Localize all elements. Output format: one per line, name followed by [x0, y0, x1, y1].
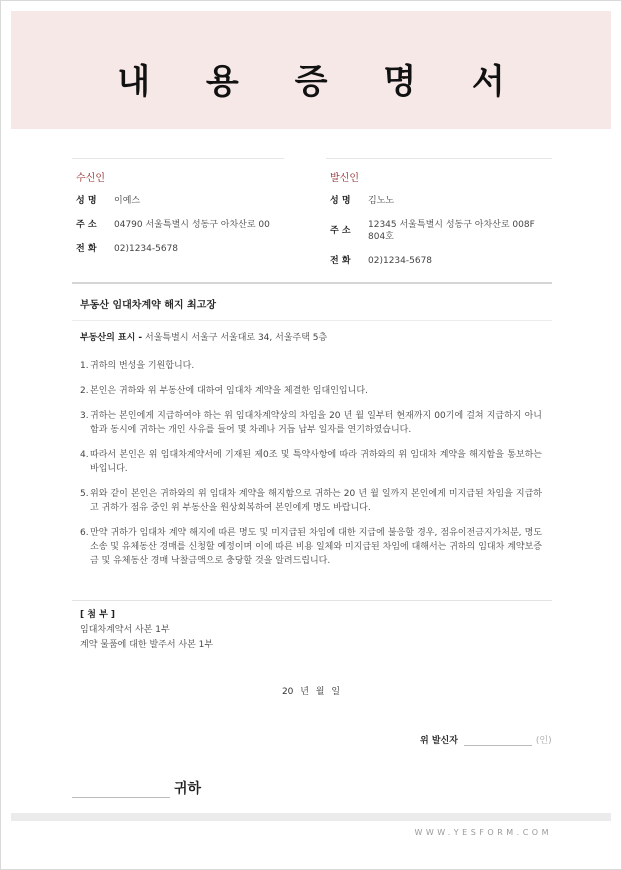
sender-phone-label: 전 화 — [330, 256, 351, 266]
item-number: 3. — [80, 411, 89, 421]
recipient-name: 이예스 — [114, 196, 141, 206]
subject-title: 부동산 임대차계약 해지 최고장 — [80, 300, 217, 311]
item-text: 따라서 본인은 위 임대차계약서에 기재된 제0조 및 특약사항에 따라 귀하와의 위 임대차 계약을 해지함을 통보하는 바입니다. — [90, 450, 542, 474]
notice-body — [80, 359, 542, 579]
signature-label: 위 발신자 — [420, 736, 458, 746]
signature-line[interactable] — [464, 734, 532, 746]
item-text: 본인은 귀하와 위 부동산에 대하여 임대차 계약을 체결한 임대인입니다. — [90, 386, 368, 396]
sender-signature — [420, 733, 552, 746]
recipient-address-label: 주 소 — [76, 220, 97, 230]
notice-item — [80, 487, 542, 515]
item-text: 위와 같이 본인은 귀하와의 위 임대차 계약을 해지함으로 귀하는 20 년 월 일까지 본인에게 미지급된 차임을 지급하고 귀하가 점유 중인 위 부동산을 원상회복하여 본인에게 명도 바랍니다. — [90, 489, 542, 513]
recipient-phone: 02)1234-5678 — [114, 244, 179, 254]
recipient-block — [72, 158, 284, 267]
document-title: 내 용 증 명 서 — [117, 61, 527, 102]
item-number: 1. — [80, 361, 89, 371]
section-divider — [72, 282, 552, 284]
recipient-name-label: 성 명 — [76, 196, 97, 206]
notice-item — [80, 359, 542, 373]
recipient-address: 04790 서울특별시 성동구 아차산로 00 — [114, 220, 270, 230]
item-text: 만약 귀하가 임대차 계약 해지에 따른 명도 및 미지급된 차임에 대한 지급에 불응할 경우, 점유이전금지가처분, 명도소송 및 유체동산 경매를 신청할 예정이며 이에 따른 비용 일체와 미지급된 차임에 대해서는 귀하의 임대차 계약보증금 및 유체동산 경매 낙찰금액으로 충당할 것을 알려드립니다. — [90, 528, 542, 566]
title-banner — [11, 11, 611, 129]
recipient-heading: 수신인 — [76, 173, 105, 184]
item-number: 5. — [80, 489, 89, 499]
item-text: 귀하의 번성을 기원합니다. — [90, 361, 195, 371]
sender-address: 12345 서울특별시 성동구 아차산로 008F 804호 — [368, 220, 535, 242]
property-line — [80, 330, 327, 343]
notice-item — [80, 384, 542, 398]
item-number: 2. — [80, 386, 89, 396]
seal-mark: (인) — [535, 736, 552, 746]
attachment-item: 계약 물품에 대한 발주서 사본 1부 — [80, 640, 214, 650]
recipient-name-row — [72, 195, 284, 207]
sender-address-label: 주 소 — [330, 226, 351, 236]
attachments-heading: [ 첨 부 ] — [80, 610, 116, 620]
sender-heading: 발신인 — [330, 173, 359, 184]
notice-item — [80, 409, 542, 437]
notice-item — [80, 448, 542, 476]
recipient-phone-row — [72, 243, 284, 255]
item-text: 귀하는 본인에게 지급하여야 하는 위 임대차계약상의 차임을 20 년 월 일부터 현재까지 00기에 걸쳐 지급하지 아니함과 동시에 귀하는 개인 사유를 들어 몇 차례나 거듭 납부 일자를 연기하였습니다. — [90, 411, 542, 435]
sender-address-row — [326, 219, 552, 243]
sender-block — [326, 158, 552, 279]
addressee-line — [72, 778, 201, 798]
sender-top-rule — [326, 158, 552, 159]
notice-item — [80, 526, 542, 568]
attachment-item: 임대차계약서 사본 1부 — [80, 625, 170, 635]
sender-phone: 02)1234-5678 — [368, 256, 433, 266]
addressee-blank[interactable] — [72, 781, 170, 798]
addressee-suffix: 귀하 — [174, 781, 202, 797]
subject-rule — [72, 320, 552, 321]
recipient-top-rule — [72, 158, 284, 159]
property-label: 부동산의 표시 - — [80, 333, 143, 343]
recipient-address-row — [72, 219, 284, 231]
recipient-phone-label: 전 화 — [76, 244, 97, 254]
document-date: 20 년 월 일 — [281, 687, 341, 697]
sender-name-label: 성 명 — [330, 196, 351, 206]
item-number: 4. — [80, 450, 89, 460]
attachments-block — [80, 608, 213, 653]
sender-phone-row — [326, 255, 552, 267]
sender-name: 김노노 — [368, 196, 395, 206]
footer-bar — [11, 813, 611, 821]
attachments-rule — [72, 600, 552, 601]
sender-name-row — [326, 195, 552, 207]
footer-url: WWW.YESFORM.COM — [414, 828, 552, 837]
item-number: 6. — [80, 528, 89, 538]
property-value: 서울특별시 서울구 서울대로 34, 서울주택 5층 — [145, 333, 328, 343]
